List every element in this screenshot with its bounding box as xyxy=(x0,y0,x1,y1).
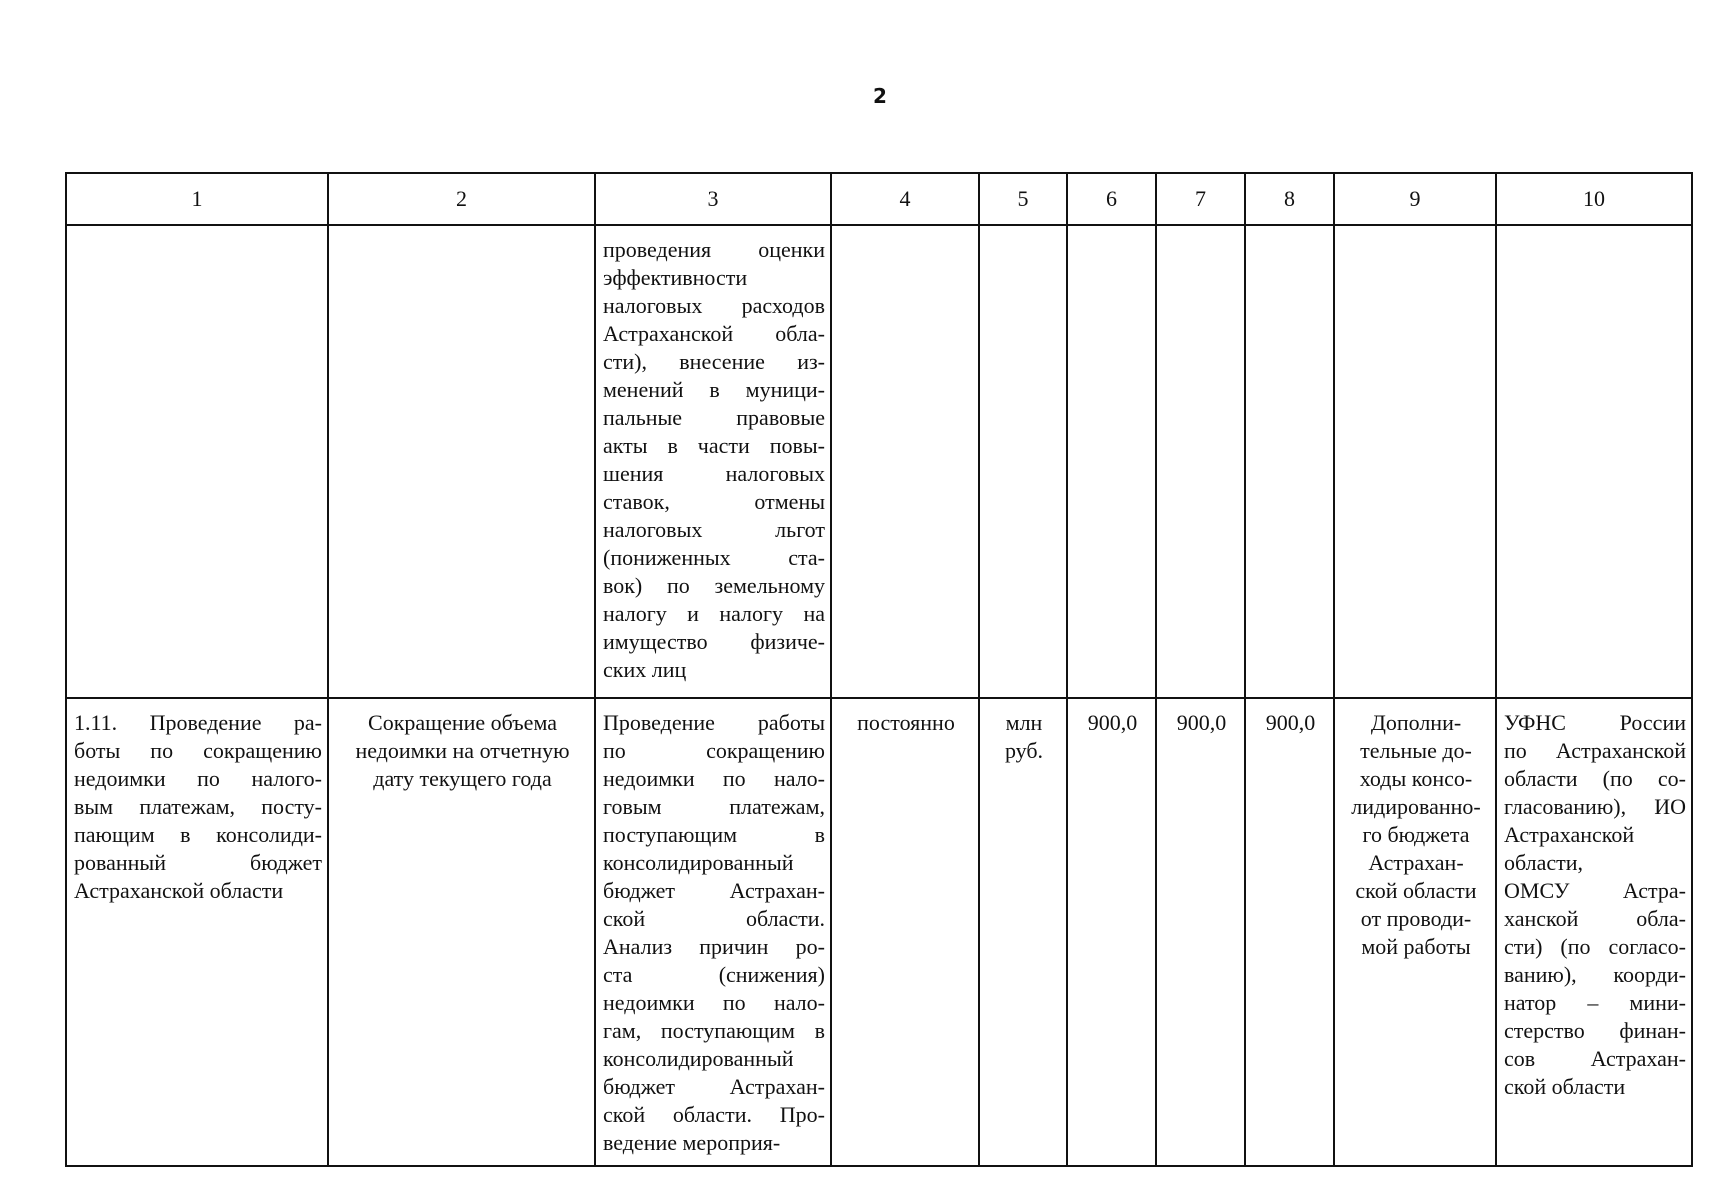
text-line: налоговых расходов xyxy=(603,293,825,318)
text-line: вым платежам, посту- xyxy=(74,794,322,819)
text-line: ставок, отмены xyxy=(603,489,825,514)
cell-expected-result xyxy=(1334,698,1496,1166)
text-line: по сокращению xyxy=(603,738,825,763)
text-line: 1.11. Проведение ра- xyxy=(74,710,322,735)
text-line: пающим в консолиди- xyxy=(74,822,322,847)
text-line: консолидированный xyxy=(603,1046,794,1071)
column-header-7: 7 xyxy=(1156,173,1245,225)
column-header-9: 9 xyxy=(1334,173,1496,225)
text-line: вок) по земельному xyxy=(603,573,825,598)
text-line: ской области. Про- xyxy=(603,1102,825,1127)
cell-empty xyxy=(328,225,595,698)
cell-measure-description-continued xyxy=(595,225,831,698)
text-line: налогу и налогу на xyxy=(603,601,825,626)
text-line: ской области xyxy=(1355,878,1477,903)
measure-title-text xyxy=(67,699,327,913)
column-header-8: 8 xyxy=(1245,173,1334,225)
cell-measure-title xyxy=(66,698,328,1166)
cell-indicator xyxy=(328,698,595,1166)
text-line: ских лиц xyxy=(603,657,687,682)
text-line: гласованию), ИО xyxy=(1504,794,1686,819)
text-line: ходы консо- xyxy=(1359,766,1473,791)
table-row-1-11 xyxy=(66,698,1692,1166)
column-header-4: 4 xyxy=(831,173,979,225)
cell-term xyxy=(831,698,979,1166)
cell-empty xyxy=(979,225,1067,698)
cell-empty xyxy=(831,225,979,698)
text-line: го бюджета xyxy=(1362,822,1470,847)
text-line: пальные правовые xyxy=(603,405,825,430)
cell-empty xyxy=(1334,225,1496,698)
text-line: недоимки по нало- xyxy=(603,990,825,1015)
column-header-1: 1 xyxy=(66,173,328,225)
column-header-6: 6 xyxy=(1067,173,1156,225)
column-header-5: 5 xyxy=(979,173,1067,225)
text-line: ОМСУ Астра- xyxy=(1504,878,1686,903)
term-text: постоянно xyxy=(857,710,955,735)
measure-description-continued-text xyxy=(596,226,830,692)
text-line: эффективности xyxy=(603,265,748,290)
text-line: мой работы xyxy=(1361,934,1471,959)
unit-text xyxy=(980,699,1066,773)
text-line: млн xyxy=(1005,710,1043,735)
text-line: Астрахан- xyxy=(1368,850,1464,875)
text-line: бюджет Астрахан- xyxy=(603,878,825,903)
text-line: акты в части повы- xyxy=(603,433,825,458)
column-number-header-row xyxy=(66,173,1692,225)
text-line: сов Астрахан- xyxy=(1504,1046,1686,1071)
text-line: сти) (по согласо- xyxy=(1504,934,1686,959)
text-line: говым платежам, xyxy=(603,794,825,819)
value-8-text: 900,0 xyxy=(1265,710,1316,735)
text-line: ской области xyxy=(1504,1074,1626,1099)
cell-measure-description xyxy=(595,698,831,1166)
text-line: бюджет Астрахан- xyxy=(603,1074,825,1099)
cell-empty xyxy=(1067,225,1156,698)
cell-empty xyxy=(1496,225,1692,698)
text-line: поступающим в xyxy=(603,822,825,847)
text-line: недоимки на отчетную xyxy=(355,738,570,763)
text-line: (пониженных ста- xyxy=(603,545,825,570)
text-line: натор – мини- xyxy=(1504,990,1686,1015)
text-line: Астраханской области xyxy=(74,878,284,903)
cell-value-8 xyxy=(1245,698,1334,1166)
value-7-text: 900,0 xyxy=(1176,710,1227,735)
text-line: гам, поступающим в xyxy=(603,1018,825,1043)
text-line: Анализ причин ро- xyxy=(603,934,825,959)
text-line: тельные до- xyxy=(1360,738,1472,763)
cell-empty xyxy=(1156,225,1245,698)
text-line: лидированно- xyxy=(1351,794,1481,819)
page-number: 2 xyxy=(873,84,887,108)
measure-description-text xyxy=(596,699,830,1165)
text-line: Проведение работы xyxy=(603,710,825,735)
text-line: рованный бюджет xyxy=(74,850,322,875)
text-line: Дополни- xyxy=(1370,710,1462,735)
text-line: ста (снижения) xyxy=(603,962,825,987)
cell-empty xyxy=(66,225,328,698)
text-line: руб. xyxy=(1004,738,1044,763)
text-line: Астраханской обла- xyxy=(603,321,825,346)
text-line: недоимки по нало- xyxy=(603,766,825,791)
text-line: УФНС России xyxy=(1504,710,1686,735)
text-line: стерство финан- xyxy=(1504,1018,1686,1043)
cell-unit xyxy=(979,698,1067,1166)
text-line: консолидированный xyxy=(603,850,794,875)
table-row-continuation xyxy=(66,225,1692,698)
measures-table xyxy=(65,172,1693,1167)
text-line: боты по сокращению xyxy=(74,738,322,763)
text-line: проведения оценки xyxy=(603,237,825,262)
value-6-text: 900,0 xyxy=(1087,710,1138,735)
text-line: менений в муници- xyxy=(603,377,825,402)
text-line: ведение мероприя- xyxy=(603,1130,781,1155)
cell-value-7 xyxy=(1156,698,1245,1166)
text-line: налоговых льгот xyxy=(603,517,825,542)
text-line: Астраханской xyxy=(1504,822,1635,847)
text-line: дату текущего года xyxy=(373,766,552,791)
text-line: области (по со- xyxy=(1504,766,1686,791)
column-header-3: 3 xyxy=(595,173,831,225)
cell-value-6 xyxy=(1067,698,1156,1166)
text-line: Сокращение объема xyxy=(368,710,557,735)
text-line: недоимки по налого- xyxy=(74,766,322,791)
text-line: области, xyxy=(1504,850,1584,875)
column-header-10: 10 xyxy=(1496,173,1692,225)
cell-empty xyxy=(1245,225,1334,698)
expected-result-text xyxy=(1335,699,1495,969)
text-line: ванию), коорди- xyxy=(1504,962,1686,987)
text-line: ханской обла- xyxy=(1504,906,1686,931)
cell-responsible xyxy=(1496,698,1692,1166)
text-line: ской области. xyxy=(603,906,825,931)
text-line: сти), внесение из- xyxy=(603,349,825,374)
responsible-text xyxy=(1497,699,1691,1109)
text-line: шения налоговых xyxy=(603,461,825,486)
text-line: по Астраханской xyxy=(1504,738,1686,763)
text-line: от проводи- xyxy=(1360,906,1472,931)
text-line: имущество физиче- xyxy=(603,629,825,654)
indicator-text xyxy=(329,699,594,801)
column-header-2: 2 xyxy=(328,173,595,225)
